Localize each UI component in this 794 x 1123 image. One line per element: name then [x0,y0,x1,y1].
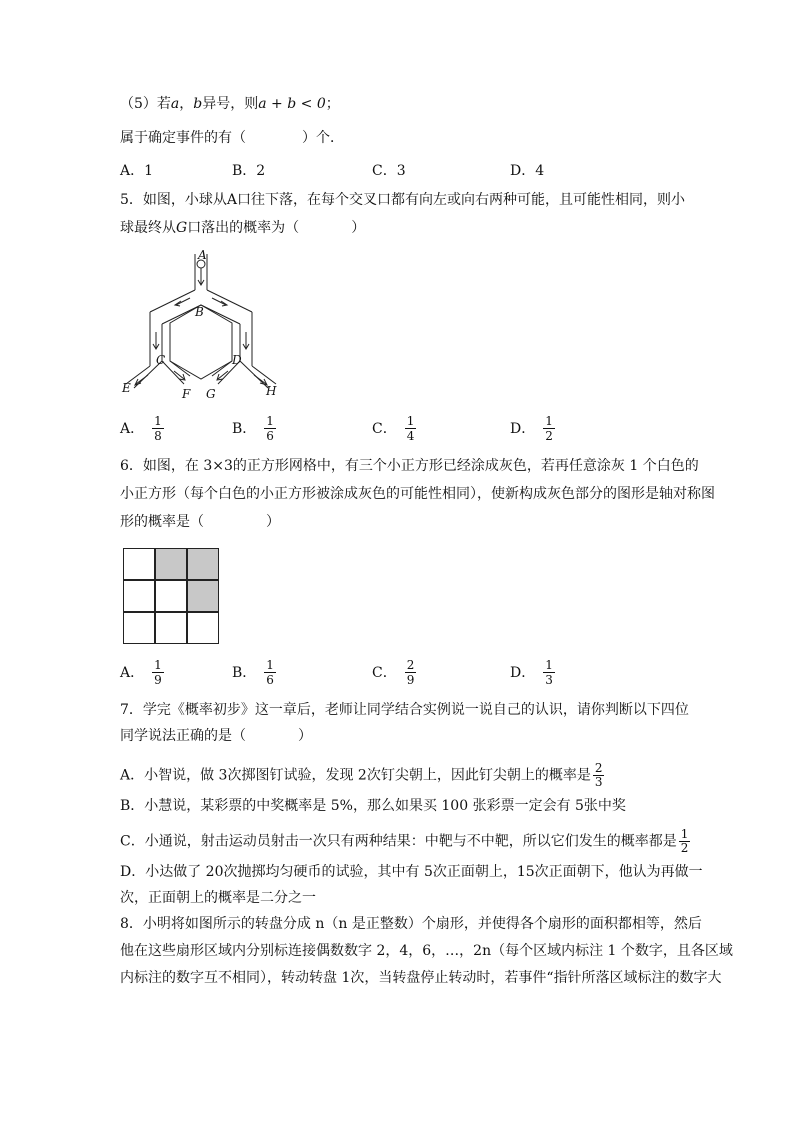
q4-option-d[interactable]: D．4 [510,163,545,179]
q4-question: 属于确定事件的有（ ）个． [120,130,344,146]
q7-line1: 7．学完《概率初步》这一章后，老师让同学结合实例说一说自己的认识，请你判断以下四位 [120,702,689,718]
q7-option-d-cont: 次，正面朝上的概率是二分之一 [120,890,316,906]
label-d: D [232,353,242,367]
q7-option-c[interactable]: C．小通说，射击运动员射击一次只有两种结果：中靶与不中靶，所以它们发生的概率都是 $\frac{1}{2}$ [120,827,689,855]
grid-cell [123,580,155,612]
q8-line3: 内标注的数字互不相同），转动转盘 1次，当转盘停止转动时，若事件“指针所落区域标注的数字大 [120,970,722,986]
label-b: B [195,305,204,319]
label-g: G [206,387,216,401]
q5-options [120,410,680,446]
q6-option-c[interactable]: C． $\frac{2}{9}$ [372,657,415,687]
q4-option-c[interactable]: C．3 [372,163,406,179]
q7-line2: 同学说法正确的是（ ） [120,728,312,744]
label-h: H [266,384,277,398]
q6-option-a[interactable]: A． $\frac{1}{9}$ [120,657,162,687]
q8-line2: 他在这些扇形区域内分别标连接偶数数字 2，4，6，…，2n（每个区域内标注 1 个数字，且各区域 [120,943,733,959]
q6-options [120,654,680,690]
grid-cell [123,612,155,644]
q7-option-d[interactable]: D．小达做了 20次抛掷均匀硬币的试验，其中有 5次正面朝上，15次正面朝下，他认为再做一 [120,864,703,880]
q6-option-d[interactable]: D． $\frac{1}{3}$ [510,657,553,687]
grid-cell [155,580,187,612]
grid-cell [187,612,219,644]
q4-item5: （5）若a，b异号，则a + b < 0； [120,96,340,112]
label-a: A [198,248,207,262]
q5-figure-ball-path [118,248,288,403]
q7-option-b[interactable]: B．小慧说，某彩票的中奖概率是 5%，那么如果买 100 张彩票一定会有 5张中奖 [120,798,626,814]
grid-cell [155,612,187,644]
label-c: C [156,353,166,367]
q6-line2: 小正方形（每个白色的小正方形被涂成灰色的可能性相同），使新构成灰色部分的图形是轴对称图 [120,486,715,502]
q5-option-a[interactable]: A． $\frac{1}{8}$ [120,413,162,443]
q6-grid-figure [123,548,219,644]
q8-line1: 8．小明将如图所示的转盘分成 n（n 是正整数）个扇形，并使得各个扇形的面积都相等，然后 [120,916,702,932]
q5-option-b[interactable]: B． $\frac{1}{6}$ [232,413,274,443]
q4-option-b[interactable]: B．2 [232,163,266,179]
q4-option-a[interactable]: A．1 [120,163,154,179]
q5-option-c[interactable]: C． $\frac{1}{4}$ [372,413,415,443]
label-e: E [122,381,131,395]
q5-option-d[interactable]: D． $\frac{1}{2}$ [510,413,553,443]
grid-cell-gray [187,580,219,612]
grid-cell [123,548,155,580]
q6-line3: 形的概率是（ ） [120,514,280,530]
q6-option-b[interactable]: B． $\frac{1}{6}$ [232,657,274,687]
q5-line1: 5．如图，小球从A口往下落，在每个交叉口都有向左或向右两种可能，且可能性相同，则小 [120,192,686,208]
q4-options [120,152,680,188]
grid-cell-gray [155,548,187,580]
grid-cell-gray [187,548,219,580]
q6-line1: 6．如图，在 3×3的正方形网格中，有三个小正方形已经涂成灰色，若再任意涂灰 1 个白色的 [120,458,699,474]
q7-option-a[interactable]: A．小智说，做 3次掷图钉试验，发现 2次钉尖朝上，因此钉尖朝上的概率是 $\frac{2}{3}$ [120,761,603,789]
q5-line2: 球最终从G口落出的概率为（ ） [120,220,366,236]
label-f: F [182,387,191,401]
